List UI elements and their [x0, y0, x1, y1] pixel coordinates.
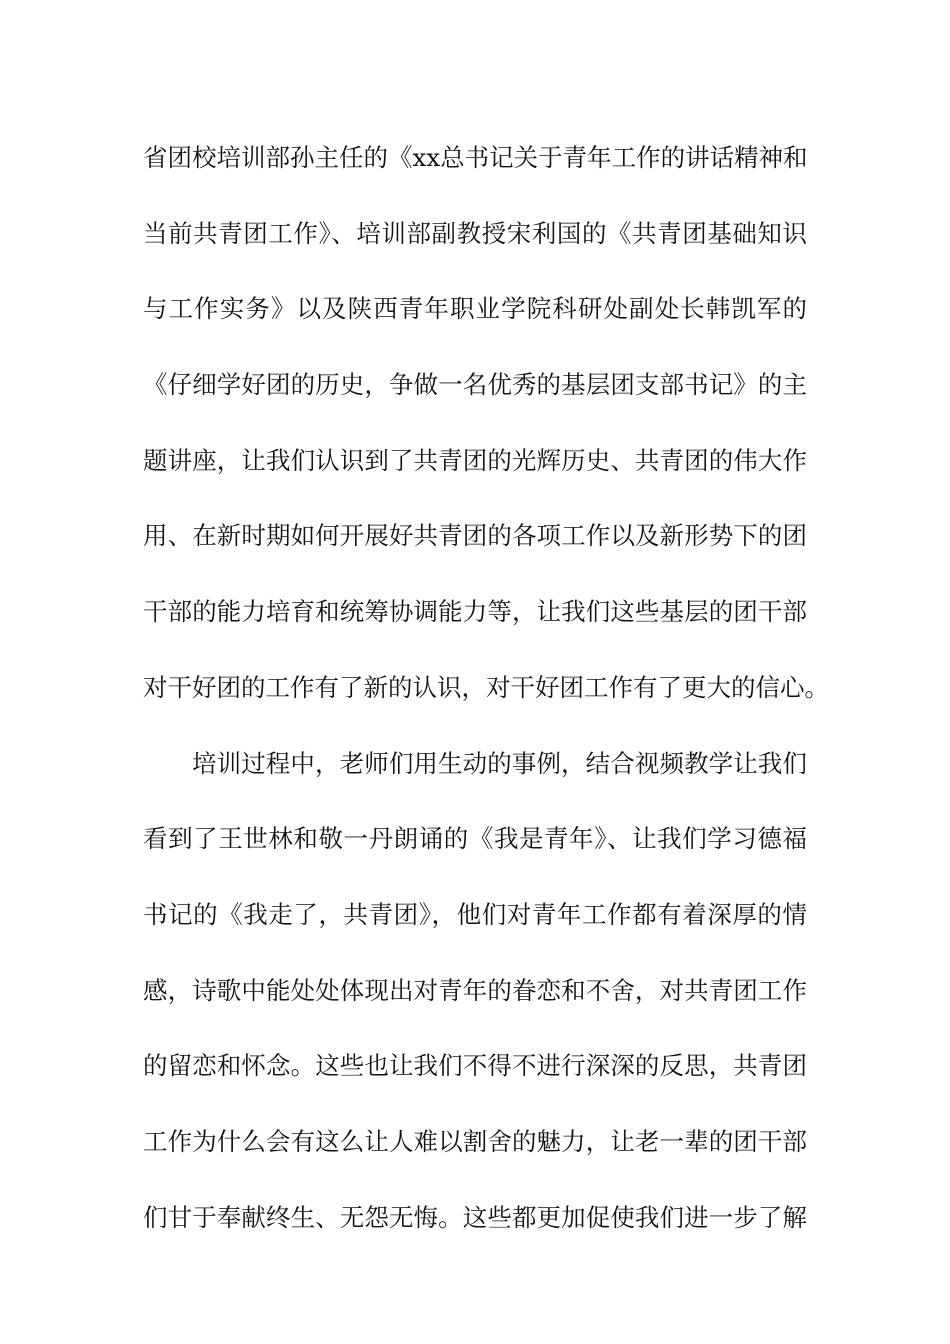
- text-line: 看到了王世林和敬一丹朗诵的《我是青年》、让我们学习德福: [143, 824, 807, 854]
- text-line: 感，诗歌中能处处体现出对青年的眷恋和不舍，对共青团工作: [143, 975, 807, 1005]
- text-line: 《仔细学好团的历史，争做一名优秀的基层团支部书记》的主: [143, 370, 807, 400]
- paragraph-start-line: 培训过程中，老师们用生动的事例，结合视频教学让我们: [192, 748, 807, 778]
- body-text: [143, 126, 829, 1261]
- text-line: 当前共青团工作》、培训部副教授宋利国的《共青团基础知识: [143, 218, 807, 248]
- text-line: 与工作实务》以及陕西青年职业学院科研处副处长韩凯军的: [143, 294, 807, 324]
- paragraph-end-line: 对干好团的工作有了新的认识，对干好团工作有了更大的信心。: [143, 672, 829, 702]
- text-line: 题讲座，让我们认识到了共青团的光辉历史、共青团的伟大作: [143, 445, 807, 475]
- text-line: 省团校培训部孙主任的《xx总书记关于青年工作的讲话精神和: [143, 143, 808, 172]
- text-line: 书记的《我走了，共青团》，他们对青年工作都有着深厚的情: [143, 899, 807, 929]
- text-line: 用、在新时期如何开展好共青团的各项工作以及新形势下的团: [143, 521, 807, 551]
- text-line: 的留恋和怀念。这些也让我们不得不进行深深的反思，共青团: [143, 1051, 807, 1081]
- text-line: 们甘于奉献终生、无怨无悔。这些都更加促使我们进一步了解: [143, 1202, 807, 1232]
- text-line: 干部的能力培育和统筹协调能力等，让我们这些基层的团干部: [143, 597, 807, 627]
- text-line: 工作为什么会有这么让人难以割舍的魅力，让老一辈的团干部: [143, 1126, 807, 1156]
